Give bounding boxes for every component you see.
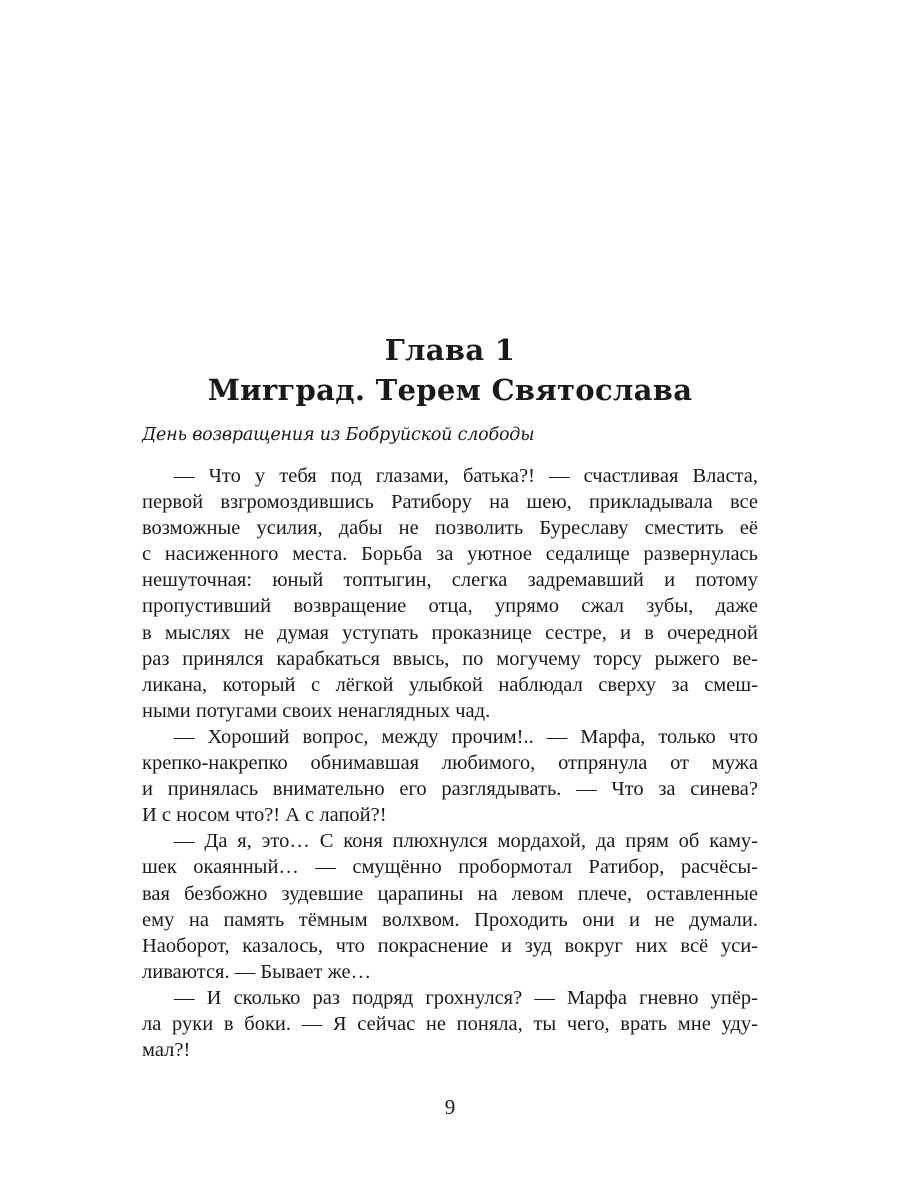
text-line: и принялась внимательно его разглядывать. — Что за синева? — [142, 778, 758, 801]
text-line: возможные усилия, дабы не позволить Буреславу сместить её — [142, 517, 758, 540]
text-line: шек окаянный… — смущённо пробормотал Ратибор, расчёсы- — [142, 856, 758, 879]
text-line: ему на память тёмным волхвом. Проходить они и не думали. — [142, 908, 758, 931]
text-line: мал?! — [142, 1039, 191, 1062]
text-line: первой взгромоздившись Ратибору на шею, прикладывала все — [142, 491, 758, 514]
text-line: ла руки в боки. — Я сейчас не поняла, ты чего, врать мне уду- — [142, 1012, 758, 1035]
text-line: крепко-накрепко обнимавшая любимого, отпрянула от мужа — [142, 752, 758, 775]
body-text — [142, 463, 758, 1063]
page-number: 9 — [444, 1095, 456, 1119]
text-line: ликана, который с лёгкой улыбкой наблюдал сверху за смеш- — [142, 673, 758, 696]
text-line: в мыслях не думая уступать проказнице сестре, и в очередной — [142, 621, 758, 644]
text-line: нешуточная: юный топтыгин, слегка задремавший и потому — [142, 569, 758, 592]
text-line: — Хороший вопрос, между прочим!.. — Марфа, только что — [174, 725, 758, 748]
text-line: ными потугами своих ненаглядных чад. — [142, 699, 491, 722]
text-line: вая безбожно зудевшие царапины на левом плече, оставленные — [142, 882, 758, 905]
text-line: Наоборот, казалось, что покраснение и зуд вокруг них всё уси- — [142, 934, 758, 957]
text-line: пропустивший возвращение отца, упрямо сжал зубы, даже — [142, 595, 758, 618]
text-line: с насиженного места. Борьба за уютное седалище развернулась — [142, 543, 758, 566]
text-line: — Да я, это… С коня плюхнулся мордахой, да прям об каму- — [174, 830, 758, 853]
text-line: раз принялся карабкаться ввысь, по могучему торсу рыжего ве- — [142, 647, 758, 670]
text-line: — Что у тебя под глазами, батька?! — счастливая Власта, — [174, 465, 758, 487]
chapter-heading — [0, 330, 900, 410]
text-line: И с носом что?! А с лапой?! — [142, 804, 387, 827]
text-line: ливаются. — Бывает же… — [142, 960, 372, 983]
chapter-number: Глава 1 — [384, 333, 516, 367]
chapter-subtitle: День возвращения из Бобруйской слободы — [142, 425, 535, 445]
text-line: — И сколько раз подряд грохнулся? — Марфа гневно упёр- — [174, 986, 758, 1009]
chapter-title: Миrград. Терем Святослава — [207, 373, 693, 407]
